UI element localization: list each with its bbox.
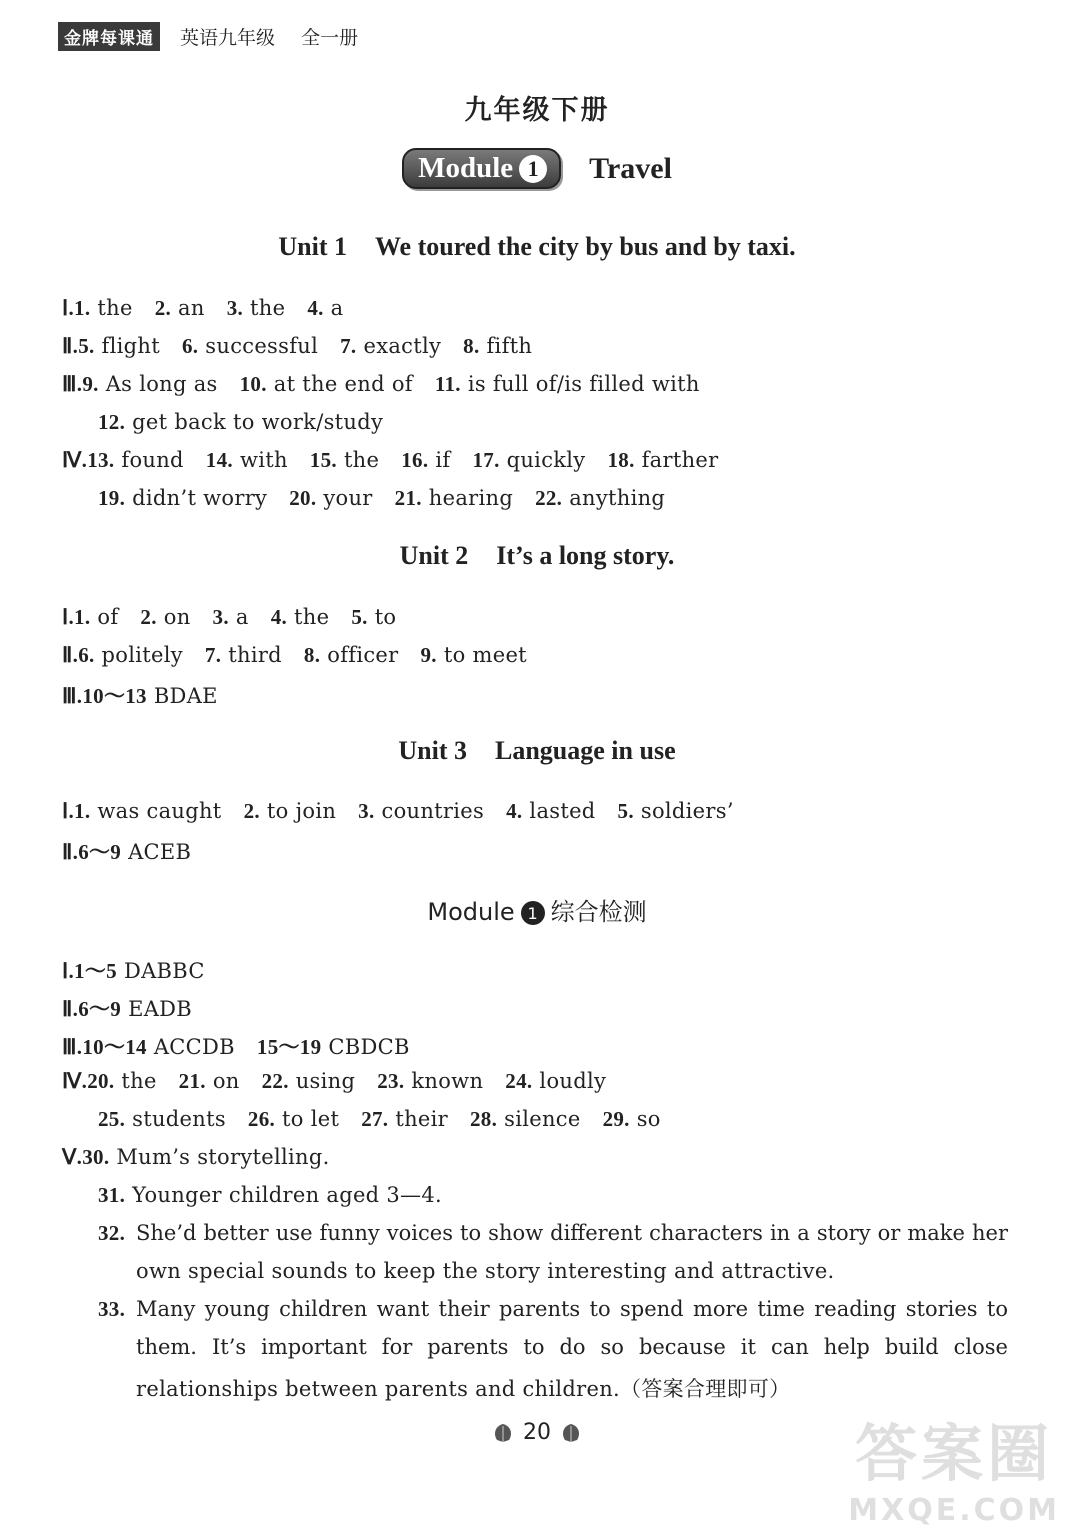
answer-text: to join: [266, 799, 337, 823]
roman-numeral: Ⅱ.: [62, 643, 79, 667]
book-subject: 英语九年级: [180, 26, 276, 49]
question-number: 20.: [289, 486, 317, 510]
question-number: 17.: [472, 448, 500, 472]
answer-item: [463, 334, 532, 359]
answer-line: [62, 1069, 628, 1094]
answer-item: [603, 1107, 661, 1132]
answer-item: [87, 1069, 156, 1094]
answer-text: BDAE: [153, 684, 218, 708]
answer-item: [82, 1145, 329, 1170]
question-number: 10～14: [82, 1035, 147, 1059]
answer-text: students: [132, 1107, 226, 1131]
answer-item: [205, 643, 282, 668]
question-number: 27.: [361, 1107, 389, 1131]
answer-item: [340, 334, 441, 359]
page-header: [58, 22, 378, 50]
answer-item: [470, 1107, 581, 1132]
q33-number: 33.: [98, 1297, 126, 1321]
review-number: 1: [521, 901, 545, 925]
question-number: 12.: [98, 410, 126, 434]
unit-1-label: Unit 1: [278, 232, 347, 261]
answer-item: [351, 605, 396, 630]
answer-text: exactly: [363, 334, 442, 358]
answer-item: [289, 486, 372, 511]
answer-item: [82, 372, 217, 397]
answer-text: of: [97, 605, 119, 629]
unit-1-heading: [0, 232, 1074, 262]
answer-text: their: [395, 1107, 448, 1131]
question-number: 18.: [607, 448, 635, 472]
question-number: 4.: [270, 605, 288, 629]
answer-text: if: [435, 448, 451, 472]
answer-line: [62, 799, 756, 824]
answer-line: [62, 680, 240, 710]
answer-text: quickly: [506, 448, 586, 472]
question-number: 3.: [358, 799, 375, 823]
answer-line: [62, 296, 366, 321]
question-number: 28.: [469, 1107, 498, 1131]
answer-item: [155, 296, 205, 321]
answer-line: [62, 955, 227, 985]
answer-text: officer: [327, 643, 399, 667]
roman-numeral: Ⅲ.: [62, 684, 83, 708]
page-number: 20: [523, 1420, 551, 1445]
question-number: 3.: [212, 605, 229, 629]
answer-text: was caught: [97, 799, 222, 823]
question-number: 15～19: [256, 1035, 322, 1059]
answer-text: with: [239, 448, 288, 472]
answer-text: CBDCB: [328, 1035, 410, 1059]
question-number: 6～9: [78, 840, 122, 864]
answer-text: DABBC: [123, 959, 205, 983]
question-number: 23.: [377, 1069, 405, 1093]
q32-number: 32.: [98, 1221, 126, 1245]
answer-item: [248, 1107, 339, 1132]
answer-text: EADB: [128, 997, 193, 1021]
roman-numeral: Ⅱ.: [62, 334, 79, 358]
answer-line: [62, 1031, 432, 1061]
question-number: 26.: [247, 1107, 276, 1131]
answer-text: Younger children aged 3—4.: [132, 1183, 442, 1207]
answer-item: [179, 1069, 240, 1094]
answer-item: [607, 448, 718, 473]
question-number: 5.: [351, 605, 368, 629]
answer-text: is full of/is filled with: [467, 372, 700, 396]
roman-numeral: Ⅴ.: [62, 1145, 83, 1169]
answer-item: [271, 605, 330, 630]
question-number: 9.: [420, 643, 437, 667]
answer-item: [307, 296, 343, 321]
question-number: 7.: [204, 643, 222, 667]
question-number: 21.: [178, 1069, 206, 1093]
answer-item: [240, 372, 413, 397]
answer-text: so: [636, 1107, 661, 1131]
roman-numeral: Ⅳ.: [62, 448, 88, 472]
answer-item: [74, 955, 205, 985]
q33-line-1: Many young children want their parents to spend more time reading stories to: [136, 1297, 1008, 1321]
question-number: 6.: [78, 643, 95, 667]
answer-text: an: [178, 296, 205, 320]
answer-text: to let: [282, 1107, 340, 1131]
module-title: Travel: [589, 151, 672, 185]
answer-text: the: [250, 296, 286, 320]
answer-line: [62, 605, 418, 630]
question-number: 8.: [463, 334, 480, 358]
answer-text: hearing: [428, 486, 514, 510]
answer-text: soldiers’: [640, 799, 734, 823]
question-number: 11.: [434, 372, 461, 396]
q32-line-1: She’d better use funny voices to show different characters in a story or make her: [136, 1221, 1008, 1245]
module-badge-label: Module: [418, 152, 514, 184]
answer-item: [257, 1031, 410, 1061]
review-name: 综合检测: [550, 898, 647, 926]
answer-text: Mum’s storytelling.: [116, 1145, 330, 1169]
question-number: 16.: [401, 448, 429, 472]
unit-3-heading: [0, 736, 1074, 766]
answer-text: on: [163, 605, 191, 629]
answer-text: using: [295, 1069, 356, 1093]
answer-line: [98, 486, 687, 511]
question-number: 1～5: [74, 959, 117, 983]
leaf-icon: [559, 1422, 583, 1444]
answer-item: [472, 448, 585, 473]
unit-1-title: We toured the city by bus and by taxi.: [374, 232, 796, 261]
roman-numeral: Ⅳ.: [62, 1069, 88, 1093]
answer-line: [62, 836, 213, 866]
answer-line: [98, 1107, 683, 1132]
answer-item: [401, 448, 450, 473]
answer-item: [98, 1183, 442, 1208]
answer-text: countries: [381, 799, 485, 823]
book-info: [180, 23, 378, 50]
roman-numeral: Ⅰ.: [62, 296, 75, 320]
question-number: 25.: [98, 1107, 126, 1131]
answer-item: [421, 643, 527, 668]
answer-item: [244, 799, 337, 824]
question-number: 8.: [303, 643, 321, 667]
answer-text: third: [228, 643, 282, 667]
answer-line: [98, 1183, 464, 1208]
answer-item: [78, 643, 183, 668]
answer-line: [62, 372, 722, 397]
answer-text: farther: [641, 448, 719, 472]
answer-line: [98, 410, 405, 435]
answer-item: [140, 605, 190, 630]
question-number: 15.: [309, 448, 337, 472]
answer-item: [227, 296, 286, 321]
answer-item: [98, 1107, 226, 1132]
answer-line: [62, 993, 214, 1023]
q33-line-3: relationships between parents and children.（答案合理即可）: [136, 1377, 791, 1401]
question-number: 31.: [98, 1183, 126, 1207]
question-number: 2.: [243, 799, 260, 823]
answer-item: [87, 448, 184, 473]
leaf-icon: [491, 1422, 515, 1444]
page-title: 九年级下册: [464, 95, 610, 126]
answer-text: known: [411, 1069, 484, 1093]
question-number: 7.: [340, 334, 357, 358]
answer-text: fifth: [486, 334, 533, 358]
unit-2-heading: [0, 541, 1074, 571]
question-number: 2.: [140, 605, 157, 629]
answer-text: lasted: [529, 799, 596, 823]
answer-text: the: [343, 448, 380, 472]
answer-item: [358, 799, 484, 824]
answer-text: your: [323, 486, 373, 510]
module-number: 1: [519, 155, 547, 183]
question-number: 10.: [239, 372, 267, 396]
answer-item: [618, 799, 734, 824]
answer-text: get back to work/study: [132, 410, 384, 434]
question-number: 14.: [205, 448, 233, 472]
watermark-logo-text: 答案圈: [855, 1417, 1054, 1490]
answer-text: the: [294, 605, 330, 629]
question-number: 3.: [226, 296, 244, 320]
answer-text: successful: [205, 334, 319, 358]
question-number: 24.: [505, 1069, 533, 1093]
roman-numeral: Ⅰ.: [62, 605, 75, 629]
question-number: 9.: [82, 372, 99, 396]
question-number: 6～9: [78, 997, 122, 1021]
answer-item: [435, 372, 700, 397]
answer-text: the: [121, 1069, 157, 1093]
review-module-word: Module: [427, 898, 515, 926]
answer-text: flight: [101, 334, 160, 358]
answer-text: a: [235, 605, 249, 629]
answer-item: [213, 605, 249, 630]
answer-item: [82, 1031, 235, 1061]
answer-item: [78, 334, 160, 359]
answer-item: [82, 680, 217, 710]
answer-item: [535, 486, 665, 511]
unit-2-label: Unit 2: [399, 541, 469, 570]
brand-logo: 金牌每课通: [58, 22, 160, 51]
answer-text: on: [212, 1069, 240, 1093]
module-heading: [0, 148, 1074, 189]
answer-item: [377, 1069, 483, 1094]
answer-item: [74, 605, 118, 630]
question-number: 4.: [307, 296, 324, 320]
answer-item: [74, 296, 133, 321]
answer-item: [304, 643, 399, 668]
question-number: 20.: [87, 1069, 115, 1093]
q33-line-2: them. It’s important for parents to do so because it can help build close: [136, 1335, 1008, 1359]
answer-item: [78, 836, 191, 866]
answer-item: [395, 486, 513, 511]
answer-item: [506, 799, 595, 824]
question-number: 1.: [74, 296, 91, 320]
answer-item: [74, 799, 222, 824]
answer-text: loudly: [539, 1069, 607, 1093]
watermark: [848, 1404, 1060, 1528]
answer-text: a: [330, 296, 344, 320]
answer-text: to: [374, 605, 397, 629]
answer-item: [361, 1107, 448, 1132]
answer-item: [505, 1069, 606, 1094]
question-number: 1.: [74, 799, 91, 823]
answer-item: [206, 448, 288, 473]
q32-line-2: own special sounds to keep the story interesting and attractive.: [136, 1259, 835, 1283]
question-number: 4.: [506, 799, 523, 823]
answer-item: [98, 486, 267, 511]
answer-item: [310, 448, 379, 473]
answer-text: As long as: [105, 372, 218, 396]
answer-text: silence: [504, 1107, 581, 1131]
unit-2-title: It’s a long story.: [496, 541, 675, 570]
book-volume: 全一册: [301, 26, 359, 49]
answer-text: ACEB: [128, 840, 192, 864]
question-number: 22.: [261, 1069, 289, 1093]
roman-numeral: Ⅱ.: [62, 997, 79, 1021]
answer-line: [62, 448, 740, 473]
question-number: 21.: [394, 486, 422, 510]
answer-text: found: [121, 448, 184, 472]
question-number: 30.: [82, 1145, 110, 1169]
question-number: 22.: [535, 486, 563, 510]
review-heading: [0, 892, 1074, 927]
roman-numeral: Ⅲ.: [62, 372, 83, 396]
question-number: 29.: [602, 1107, 630, 1131]
roman-numeral: Ⅲ.: [62, 1035, 83, 1059]
question-number: 13.: [87, 448, 115, 472]
unit-3-title: Language in use: [495, 736, 676, 765]
question-number: 2.: [154, 296, 172, 320]
answer-line: [62, 1145, 352, 1170]
answer-text: anything: [569, 486, 666, 510]
answer-text: the: [97, 296, 133, 320]
unit-3-label: Unit 3: [398, 736, 467, 765]
module-badge: [402, 148, 561, 189]
roman-numeral: Ⅰ.: [62, 959, 75, 983]
answer-item: [182, 334, 318, 359]
answer-text: ACCDB: [153, 1035, 235, 1059]
answer-item: [262, 1069, 356, 1094]
answer-text: didn’t worry: [132, 486, 268, 510]
question-number: 6.: [181, 334, 199, 358]
answer-line: [62, 334, 554, 359]
watermark-url: MXQE.COM: [848, 1493, 1060, 1528]
answer-text: at the end of: [273, 372, 413, 396]
roman-numeral: Ⅱ.: [62, 840, 79, 864]
answer-item: [78, 993, 192, 1023]
answer-item: [98, 410, 383, 435]
question-number: 5.: [617, 799, 634, 823]
question-number: 1.: [74, 605, 91, 629]
roman-numeral: Ⅰ.: [62, 799, 75, 823]
answer-text: politely: [101, 643, 183, 667]
question-number: 10～13: [82, 684, 147, 708]
answer-text: to meet: [443, 643, 527, 667]
question-number: 5.: [78, 334, 95, 358]
question-number: 19.: [98, 486, 126, 510]
answer-line: [62, 643, 549, 668]
